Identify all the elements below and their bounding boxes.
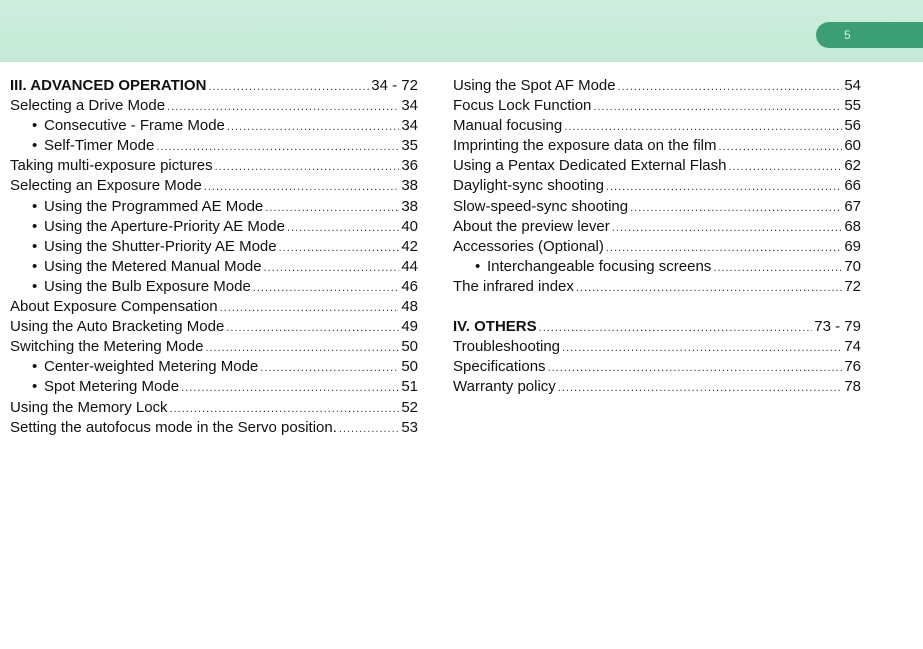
page-number-tab (816, 22, 923, 48)
toc-page-number: 70 (844, 257, 861, 275)
toc-entry-text: Using the Metered Manual Mode (44, 257, 262, 275)
toc-entry-text: Interchangeable focusing screens (487, 257, 712, 275)
toc-entry[interactable] (453, 257, 861, 277)
dot-leader (718, 137, 842, 157)
dot-leader (562, 338, 842, 358)
dot-leader (253, 278, 400, 298)
toc-entry[interactable] (10, 418, 418, 438)
bullet-icon: • (32, 237, 38, 255)
toc-entry-title (453, 76, 616, 96)
dot-leader (208, 77, 369, 97)
toc-page-number: 46 (401, 277, 418, 295)
toc-entry-text: Using the Auto Bracketing Mode (10, 318, 225, 336)
toc-entry-title (10, 297, 218, 317)
toc-page-number: 74 (844, 338, 861, 356)
toc-entry[interactable] (453, 377, 861, 397)
toc-entry[interactable] (453, 237, 861, 257)
dot-leader (606, 238, 842, 258)
toc-entry[interactable] (10, 398, 418, 418)
dot-leader (167, 97, 399, 117)
toc-page-number: 67 (844, 197, 861, 215)
toc-entry-title (10, 176, 202, 196)
toc-page-number: 72 (844, 277, 861, 295)
toc-entry[interactable] (453, 176, 861, 196)
bullet-icon: • (32, 217, 38, 235)
toc-right-column (453, 76, 861, 397)
toc-entry-title (453, 277, 574, 297)
dot-leader (558, 378, 843, 398)
toc-page-number: 51 (401, 378, 418, 396)
toc-page-number: 53 (401, 418, 418, 436)
toc-entry[interactable] (10, 176, 418, 196)
toc-entry[interactable] (10, 297, 418, 317)
toc-entry-title (32, 277, 251, 297)
dot-leader (279, 238, 400, 258)
toc-entry-text: Using a Pentax Dedicated External Flash (453, 157, 727, 175)
toc-entry[interactable] (10, 197, 418, 217)
toc-page-number: 68 (844, 217, 861, 235)
toc-entry-title (32, 377, 179, 397)
toc-entry-text: Selecting an Exposure Mode (10, 177, 202, 195)
toc-entry[interactable] (10, 96, 418, 116)
dot-leader (204, 177, 400, 197)
toc-entry-title (10, 156, 213, 176)
toc-entry-title (453, 217, 610, 237)
toc-entry[interactable] (453, 76, 861, 96)
toc-page-number: 40 (401, 217, 418, 235)
toc-page-number: 38 (401, 177, 418, 195)
toc-entry-text: Accessories (Optional) (453, 237, 604, 255)
dot-leader (539, 318, 813, 338)
dot-leader (612, 218, 843, 238)
toc-entry[interactable] (453, 116, 861, 136)
toc-entry-title (32, 357, 258, 377)
toc-section-heading[interactable] (453, 317, 861, 337)
toc-page-number: 54 (844, 77, 861, 94)
bullet-icon: • (32, 137, 38, 155)
toc-page-number: 48 (401, 298, 418, 316)
dot-leader (220, 298, 400, 318)
toc-entry-title (32, 136, 154, 156)
toc-entry-title (453, 377, 556, 397)
bullet-icon: • (32, 117, 38, 135)
toc-page-number: 62 (844, 157, 861, 175)
toc-entry[interactable] (453, 197, 861, 217)
toc-entry[interactable] (10, 116, 418, 136)
toc-entry-text: III. ADVANCED OPERATION (10, 77, 207, 94)
dot-leader (227, 117, 399, 137)
toc-entry-text: Center-weighted Metering Mode (44, 358, 259, 376)
dot-leader (181, 378, 399, 398)
dot-leader (170, 399, 400, 419)
toc-entry-title (10, 398, 168, 418)
toc-entry[interactable] (10, 337, 418, 357)
toc-entry[interactable] (453, 357, 861, 377)
toc-page-number: 73 - 79 (814, 318, 861, 336)
toc-entry-title (10, 418, 337, 438)
toc-entry-text: Using the Programmed AE Mode (44, 197, 264, 215)
toc-entry-title (10, 317, 224, 337)
toc-entry-title (453, 116, 562, 136)
toc-page-number: 38 (401, 197, 418, 215)
toc-entry[interactable] (453, 217, 861, 237)
toc-entry-title (32, 197, 263, 217)
dot-leader (205, 338, 399, 358)
toc-entry[interactable] (10, 217, 418, 237)
toc-entry-text: Setting the autofocus mode in the Servo position. (10, 418, 337, 436)
toc-entry[interactable] (453, 96, 861, 116)
toc-entry-title (32, 257, 262, 277)
page-number: 5 (844, 28, 851, 42)
dot-leader (576, 278, 842, 298)
dot-leader (156, 137, 399, 157)
toc-entry-text: Selecting a Drive Mode (10, 97, 166, 115)
toc-entry-title (453, 357, 546, 377)
toc-entry-title (475, 257, 711, 277)
dot-leader (618, 77, 843, 97)
dot-leader (630, 198, 842, 218)
toc-entry-text: Self-Timer Mode (44, 137, 155, 155)
toc-entry-title (32, 116, 225, 136)
toc-entry-title (10, 76, 206, 96)
bullet-icon: • (32, 197, 38, 215)
toc-page-number: 36 (401, 157, 418, 175)
toc-entry-title (32, 237, 277, 257)
toc-entry-text: About Exposure Compensation (10, 298, 218, 316)
bullet-icon: • (32, 358, 38, 376)
toc-entry-title (453, 96, 591, 116)
toc-entry-title (453, 237, 604, 257)
toc-entry[interactable] (453, 277, 861, 297)
toc-page-number: 60 (844, 137, 861, 155)
toc-entry-text: Consecutive - Frame Mode (44, 117, 225, 135)
dot-leader (593, 97, 842, 117)
dot-leader (548, 358, 843, 378)
toc-entry-text: About the preview lever (453, 217, 610, 235)
toc-entry-title (10, 96, 165, 116)
toc-entry-text: Taking multi-exposure pictures (10, 157, 213, 175)
toc-entry-text: Using the Shutter-Priority AE Mode (44, 237, 277, 255)
toc-entry-text: Using the Aperture-Priority AE Mode (44, 217, 285, 235)
toc-page-number: 42 (401, 237, 418, 255)
toc-entry-text: Spot Metering Mode (44, 378, 180, 396)
dot-leader (339, 419, 399, 439)
toc-entry-text: Manual focusing (453, 117, 563, 135)
toc-entry[interactable] (10, 377, 418, 397)
dot-leader (265, 198, 399, 218)
dot-leader (264, 258, 400, 278)
toc-page-number: 44 (401, 257, 418, 275)
dot-leader (215, 157, 400, 177)
toc-entry[interactable] (453, 136, 861, 156)
toc-page-number: 52 (401, 398, 418, 416)
toc-page-number: 50 (401, 338, 418, 356)
dot-leader (226, 318, 399, 338)
toc-entry-text: Using the Bulb Exposure Mode (44, 277, 251, 295)
toc-page-number: 50 (401, 358, 418, 376)
header-band (0, 0, 923, 62)
toc-entry-text: The infrared index (453, 277, 574, 295)
toc-entry[interactable] (453, 156, 861, 176)
toc-page-number: 35 (401, 137, 418, 155)
bullet-icon: • (32, 257, 38, 275)
toc-entry-text: Warranty policy (453, 378, 556, 396)
toc-entry[interactable] (10, 237, 418, 257)
toc-page-number: 66 (844, 177, 861, 195)
bullet-icon: • (32, 277, 38, 295)
dot-leader (713, 258, 842, 278)
bullet-icon: • (32, 378, 38, 396)
toc-entry-title (453, 136, 716, 156)
toc-section-heading[interactable] (10, 76, 418, 96)
toc-entry-text: Imprinting the exposure data on the film (453, 137, 717, 155)
toc-page-number: 56 (844, 117, 861, 135)
toc-entry-title (10, 337, 203, 357)
toc-entry-title (453, 197, 628, 217)
toc-entry-title (453, 156, 726, 176)
dot-leader (606, 177, 842, 197)
toc-page-number: 76 (844, 358, 861, 376)
toc-entry-title (32, 217, 285, 237)
toc-entry[interactable] (10, 136, 418, 156)
toc-entry-text: IV. OTHERS (453, 318, 537, 336)
toc-page-number: 55 (844, 97, 861, 115)
toc-entry[interactable] (453, 337, 861, 357)
toc-entry-text: Troubleshooting (453, 338, 561, 356)
bullet-icon: • (475, 257, 481, 275)
toc-entry-title (453, 317, 537, 337)
toc-page-number: 34 (401, 117, 418, 135)
toc-entry[interactable] (10, 357, 418, 377)
toc-page-number: 34 - 72 (371, 77, 418, 94)
toc-page-number: 78 (844, 378, 861, 396)
dot-leader (260, 358, 399, 378)
toc-entry-text: Switching the Metering Mode (10, 338, 204, 356)
toc-entry-title (453, 337, 560, 357)
toc-entry[interactable] (10, 317, 418, 337)
dot-leader (287, 218, 399, 238)
toc-entry-title (453, 176, 604, 196)
dot-leader (728, 157, 842, 177)
toc-entry[interactable] (10, 156, 418, 176)
toc-page-number: 69 (844, 237, 861, 255)
toc-left-column (10, 76, 418, 438)
toc-page-number: 34 (401, 97, 418, 115)
dot-leader (564, 117, 842, 137)
toc-page-number: 49 (401, 318, 418, 336)
toc-entry-text: Specifications (453, 358, 546, 376)
toc-entry-text: Focus Lock Function (453, 97, 592, 115)
toc-entry[interactable] (10, 257, 418, 277)
toc-entry-text: Daylight-sync shooting (453, 177, 604, 195)
toc-entry-text: Using the Spot AF Mode (453, 77, 616, 94)
toc-entry-text: Using the Memory Lock (10, 398, 168, 416)
toc-entry-text: Slow-speed-sync shooting (453, 197, 629, 215)
toc-entry[interactable] (10, 277, 418, 297)
